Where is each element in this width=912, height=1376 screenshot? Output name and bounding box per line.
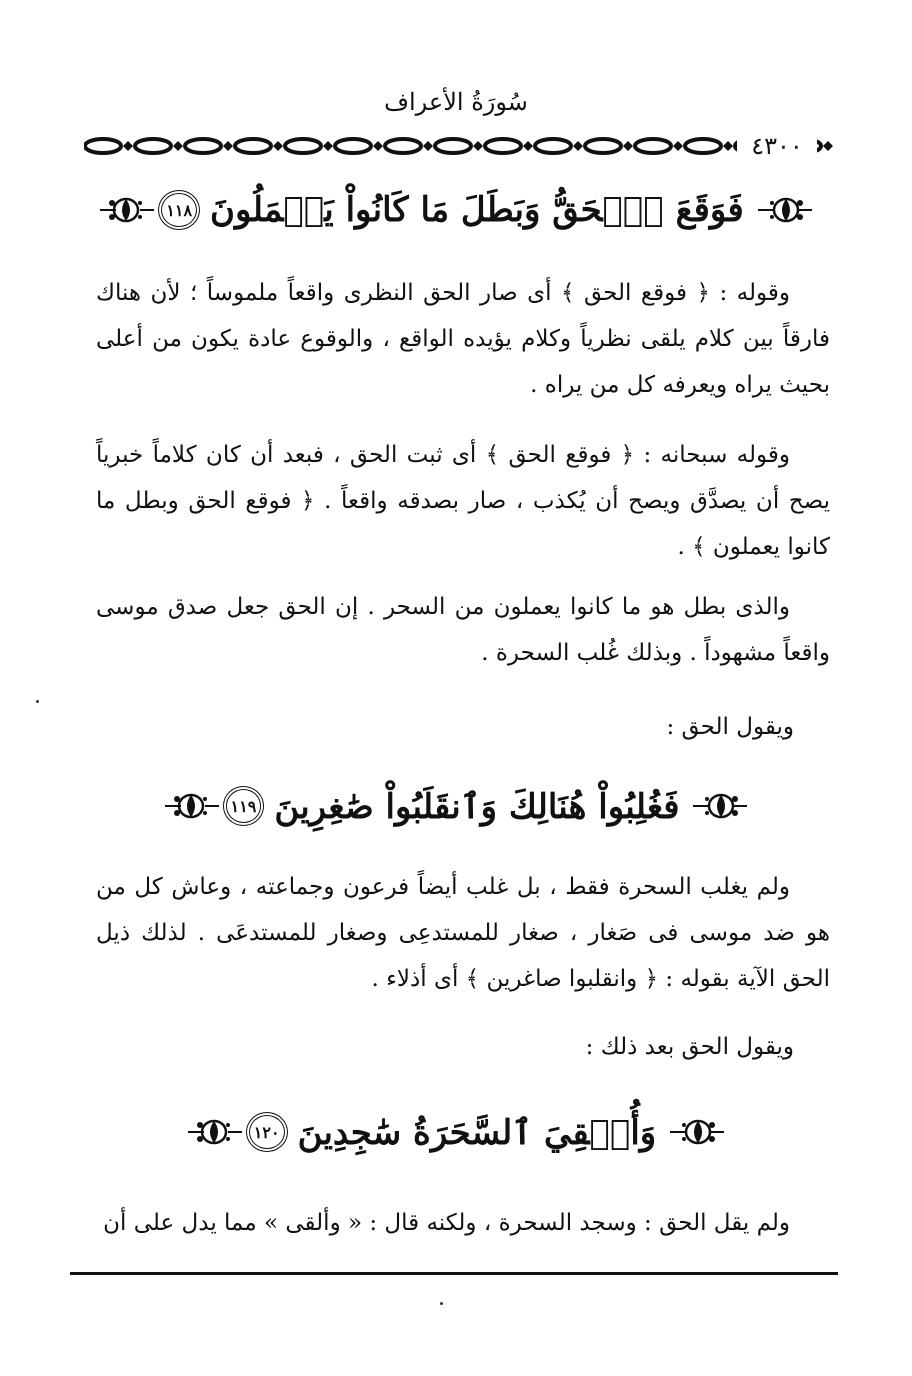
footer-rule — [70, 1272, 838, 1275]
chain-diamond — [423, 141, 433, 151]
verse-intro-2: ويقول الحق بعد ذلك : — [585, 1034, 794, 1060]
chain-diamond — [273, 141, 283, 151]
paragraph-2: وقوله سبحانه : ﴿ فوقع الحق ﴾ أى ثبت الحق ، فبعد أن كان كلاماً خبرياً يصح أن يصدَّق ويصح أن يُكذب ، صار بصدقه واقعاً . ﴿ فوقع الحق وبطل ما كانوا يعملون ﴾ . — [96, 442, 830, 560]
scan-speck — [440, 1302, 443, 1305]
verse-banner-120 — [0, 1100, 912, 1164]
verse-text: فَغُلِبُواْ هُنَالِكَ وَٱنقَلَبُواْ صَٰغِرِينَ — [274, 786, 680, 827]
verse-banner-118 — [0, 178, 912, 242]
verse-banner-119 — [0, 774, 912, 838]
paragraph-3: والذى بطل هو ما كانوا يعملون من السحر . إن الحق جعل صدق موسى واقعاً مشهوداً . وبذلك غُلب السحرة . — [96, 594, 830, 666]
header-chain-ornament — [84, 126, 854, 166]
chain-diamond — [823, 141, 833, 151]
verse-ornament-left-icon — [161, 789, 223, 823]
verse-ornament-right-icon — [666, 1115, 728, 1149]
ayah-number-badge: ١١٩ — [223, 786, 265, 826]
chain-link — [385, 139, 421, 153]
paragraph-1: وقوله : ﴿ فوقع الحق ﴾ أى صار الحق النظرى واقعاً ملموساً ؛ لأن هناك فارقاً بين كلام يلقى نظرياً وكلام يؤيده الواقع ، والوقوع عادة يكون من أعلى بحيث يراه ويعرفه كل من يراه . — [96, 280, 830, 398]
chain-diamond — [723, 141, 733, 151]
verse-ornament-right-icon — [689, 789, 751, 823]
verse-intro-1: ويقول الحق : — [666, 714, 794, 740]
chain-link — [685, 139, 721, 153]
chain-diamond — [673, 141, 683, 151]
chain-diamond — [123, 141, 133, 151]
chain-link — [335, 139, 371, 153]
chain-diamond — [173, 141, 183, 151]
chain-diamond — [523, 141, 533, 151]
verse-text: وَأُلۡقِيَ ٱلسَّحَرَةُ سَٰجِدِينَ — [297, 1112, 657, 1153]
chain-diamond — [473, 141, 483, 151]
chain-diamond — [623, 141, 633, 151]
chain-diamond — [373, 141, 383, 151]
ayah-number-badge: ١١٨ — [158, 190, 200, 230]
verse-ornament-left-icon — [184, 1115, 246, 1149]
chain-link — [235, 139, 271, 153]
chain-link — [435, 139, 471, 153]
chain-link — [85, 139, 121, 153]
paragraph-5: ولم يقل الحق : وسجد السحرة ، ولكنه قال : « وألقى » مما يدل على أن — [103, 1210, 790, 1236]
chain-link — [285, 139, 321, 153]
chain-link — [185, 139, 221, 153]
chain-link — [485, 139, 521, 153]
verse-ornament-left-icon — [96, 193, 158, 227]
paragraph-4: ولم يغلب السحرة فقط ، بل غلب أيضاً فرعون وجماعته ، وعاش كل من هو ضد موسى فى صَغار ، صغار للمستدعِى وصغار للمستدعَى . لذلك ذيل الحق الآية بقوله : ﴿ وانقلبوا صاغرين ﴾ أى أذلاء . — [96, 874, 830, 992]
chain-link — [635, 139, 671, 153]
chain-diamond — [573, 141, 583, 151]
scan-speck — [36, 700, 39, 703]
chain-link — [135, 139, 171, 153]
chain-diamond — [323, 141, 333, 151]
chain-diamond — [223, 141, 233, 151]
chain-link — [585, 139, 621, 153]
page-number: ٤٣٠٠ — [737, 126, 817, 166]
ayah-number-badge: ١٢٠ — [246, 1112, 288, 1152]
verse-text: فَوَقَعَ ٱلۡحَقُّ وَبَطَلَ مَا كَانُواْ يَعۡمَلُونَ — [210, 190, 744, 230]
chain-link — [535, 139, 571, 153]
verse-ornament-right-icon — [754, 193, 816, 227]
surah-title: سُورَةُ الأعراف — [384, 88, 528, 116]
